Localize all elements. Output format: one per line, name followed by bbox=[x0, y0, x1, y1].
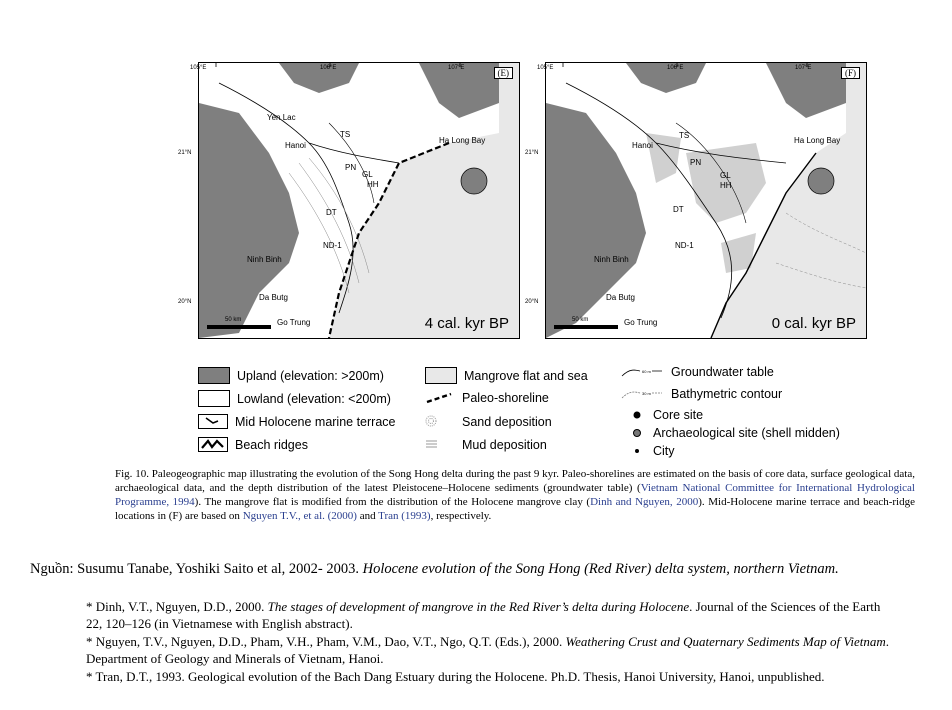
label-dt: DT bbox=[673, 205, 684, 214]
map-panel-e bbox=[198, 62, 520, 339]
caption-text: ). The mangrove flat is modified from the distribution of the Holocene mangrove clay ( bbox=[194, 496, 591, 508]
lon-tick: 106°E bbox=[320, 65, 337, 71]
label-go-trung: Go Trung bbox=[624, 318, 658, 327]
legend-city bbox=[632, 443, 675, 458]
legend-beach-ridges-label: Beach ridges bbox=[235, 437, 308, 452]
label-nd1: ND-1 bbox=[675, 241, 694, 250]
age-label: 4 cal. kyr BP bbox=[424, 315, 509, 332]
label-nd1: ND-1 bbox=[323, 241, 342, 250]
reference-item: * Nguyen, T.V., Nguyen, D.D., Pham, V.H., Pham, V.M., Dao, V.T., Ngo, Q.T. (Eds.), 2000. Weathering Crust and Quaternary Sediments Map of Vietnam. Department of Geology and Minerals of Vietnam, Hanoi. bbox=[86, 634, 889, 666]
legend-paleo-shoreline-label: Paleo-shoreline bbox=[462, 390, 549, 405]
label-yen-lac: Yen Lac bbox=[267, 113, 296, 122]
map-e-drawing bbox=[199, 63, 519, 338]
label-hanoi: Hanoi bbox=[285, 141, 306, 150]
legend-core-site-label: Core site bbox=[653, 407, 704, 422]
groundwater-icon bbox=[620, 364, 664, 379]
sand-icon bbox=[425, 414, 455, 429]
legend-lowland bbox=[198, 390, 391, 407]
age-label: 0 cal. kyr BP bbox=[771, 315, 856, 332]
lon-tick: 105°E bbox=[190, 65, 207, 71]
citation-link[interactable]: Dinh and Nguyen, 2000 bbox=[590, 496, 699, 508]
label-hanoi: Hanoi bbox=[632, 141, 653, 150]
scale-bar bbox=[207, 317, 271, 330]
lon-tick: 107°E bbox=[448, 65, 465, 71]
legend-marine-terrace-label: Mid Holocene marine terrace bbox=[235, 414, 396, 429]
legend-mangrove bbox=[425, 367, 588, 384]
figure-caption bbox=[115, 467, 915, 523]
source-prefix: Nguồn: Susumu Tanabe, Yoshiki Saito et al, 2002- 2003. bbox=[30, 561, 363, 577]
legend-archaeological-label: Archaeological site (shell midden) bbox=[653, 425, 840, 440]
map-f-drawing bbox=[546, 63, 866, 338]
city-icon bbox=[632, 443, 646, 458]
panel-letter: (E) bbox=[494, 67, 514, 79]
label-da-but: Da Butg bbox=[259, 293, 288, 302]
label-gl: GL bbox=[720, 171, 731, 180]
label-gl: GL bbox=[362, 170, 373, 179]
label-go-trung: Go Trung bbox=[277, 318, 311, 327]
label-ninh-binh: Ninh Binh bbox=[594, 255, 629, 264]
bathymetric-icon bbox=[620, 386, 664, 401]
legend-sand-label: Sand deposition bbox=[462, 414, 552, 429]
lon-tick: 106°E bbox=[667, 65, 684, 71]
legend-upland bbox=[198, 367, 384, 384]
upland-swatch bbox=[198, 367, 230, 384]
svg-text:30 m: 30 m bbox=[642, 391, 651, 396]
legend-groundwater-label: Groundwater table bbox=[671, 364, 774, 379]
lat-tick: 21°N bbox=[525, 150, 539, 156]
lat-tick: 20°N bbox=[525, 299, 539, 305]
lat-tick: 21°N bbox=[178, 150, 192, 156]
scale-label: 50 km bbox=[225, 317, 242, 323]
legend-bathymetric-label: Bathymetric contour bbox=[671, 386, 783, 401]
legend-mangrove-label: Mangrove flat and sea bbox=[464, 368, 588, 383]
legend-lowland-label: Lowland (elevation: <200m) bbox=[237, 391, 391, 406]
source-line bbox=[30, 561, 930, 578]
label-da-but: Da Butg bbox=[606, 293, 635, 302]
paleo-shoreline-icon bbox=[425, 390, 455, 405]
legend-marine-terrace bbox=[198, 414, 396, 429]
label-ts: TS bbox=[679, 131, 690, 140]
citation-link[interactable]: Vietnam National Committee for International Hydrological Programme, 1994 bbox=[115, 482, 915, 508]
marine-terrace-icon bbox=[198, 414, 228, 429]
caption-text: , respectively. bbox=[430, 510, 492, 522]
legend-mud-label: Mud deposition bbox=[462, 437, 547, 452]
label-ha-long-bay: Ha Long Bay bbox=[794, 136, 841, 145]
caption-text: and bbox=[356, 510, 379, 522]
source-title: Holocene evolution of the Song Hong (Red River) delta system, northern Vietnam. bbox=[362, 561, 839, 577]
caption-text: ). Mid-Holocene marine terrace and beach-ridge locations in (F) are based on bbox=[115, 496, 915, 522]
label-ts: TS bbox=[340, 130, 351, 139]
mangrove-swatch bbox=[425, 367, 457, 384]
legend-paleo-shoreline bbox=[425, 390, 549, 405]
svg-text:60 m: 60 m bbox=[642, 369, 651, 374]
map-panel-f bbox=[545, 62, 867, 339]
lon-tick: 105°E bbox=[537, 65, 554, 71]
scale-bar bbox=[554, 317, 618, 330]
citation-link[interactable]: Tran (1993) bbox=[378, 510, 431, 522]
core-site-icon bbox=[632, 407, 646, 422]
label-ha-long-bay: Ha Long Bay bbox=[439, 136, 486, 145]
legend-core-site bbox=[632, 407, 703, 422]
legend-archaeological bbox=[632, 425, 840, 440]
citation-link[interactable]: Nguyen T.V., et al. (2000) bbox=[242, 510, 357, 522]
label-dt: DT bbox=[326, 208, 337, 217]
label-pn: PN bbox=[345, 163, 357, 172]
lon-tick: 107°E bbox=[795, 65, 812, 71]
legend-groundwater bbox=[620, 364, 774, 379]
legend-mud bbox=[425, 437, 547, 452]
legend-bathymetric bbox=[620, 386, 782, 401]
mud-icon bbox=[425, 437, 455, 452]
label-hh: HH bbox=[720, 181, 732, 190]
legend-city-label: City bbox=[653, 443, 675, 458]
legend-sand bbox=[425, 414, 552, 429]
legend-beach-ridges bbox=[198, 437, 308, 452]
archaeological-icon bbox=[632, 425, 646, 440]
reference-item: * Dinh, V.T., Nguyen, D.D., 2000. The stages of development of mangrove in the Red River’s delta during Holocene. Journal of the Sciences of the Earth 22, 120–126 (in Vietnamese with English abstract). bbox=[86, 599, 881, 631]
label-ninh-binh: Ninh Binh bbox=[247, 255, 282, 264]
legend-upland-label: Upland (elevation: >200m) bbox=[237, 368, 384, 383]
beach-ridges-icon bbox=[198, 437, 228, 452]
panel-letter: (F) bbox=[841, 67, 860, 79]
caption-text: Fig. 10. Paleogeographic map illustrating the evolution of the Song Hong delta during the past 9 kyr. Paleo-shorelines are estimated on the basis of core data, surface geological data, archaeological data, and the depth distribution of the latest Pleistocene–Holocene sediments (groundwater table) ( bbox=[115, 468, 915, 494]
label-pn: PN bbox=[690, 158, 702, 167]
label-hh: HH bbox=[367, 180, 379, 189]
scale-label: 50 km bbox=[572, 317, 589, 323]
reference-item: * Tran, D.T., 1993. Geological evolution of the Bach Dang Estuary during the Holocene. Ph.D. Thesis, Hanoi University, Hanoi, unpublished. bbox=[86, 669, 825, 684]
lat-tick: 20°N bbox=[178, 299, 192, 305]
lowland-swatch bbox=[198, 390, 230, 407]
